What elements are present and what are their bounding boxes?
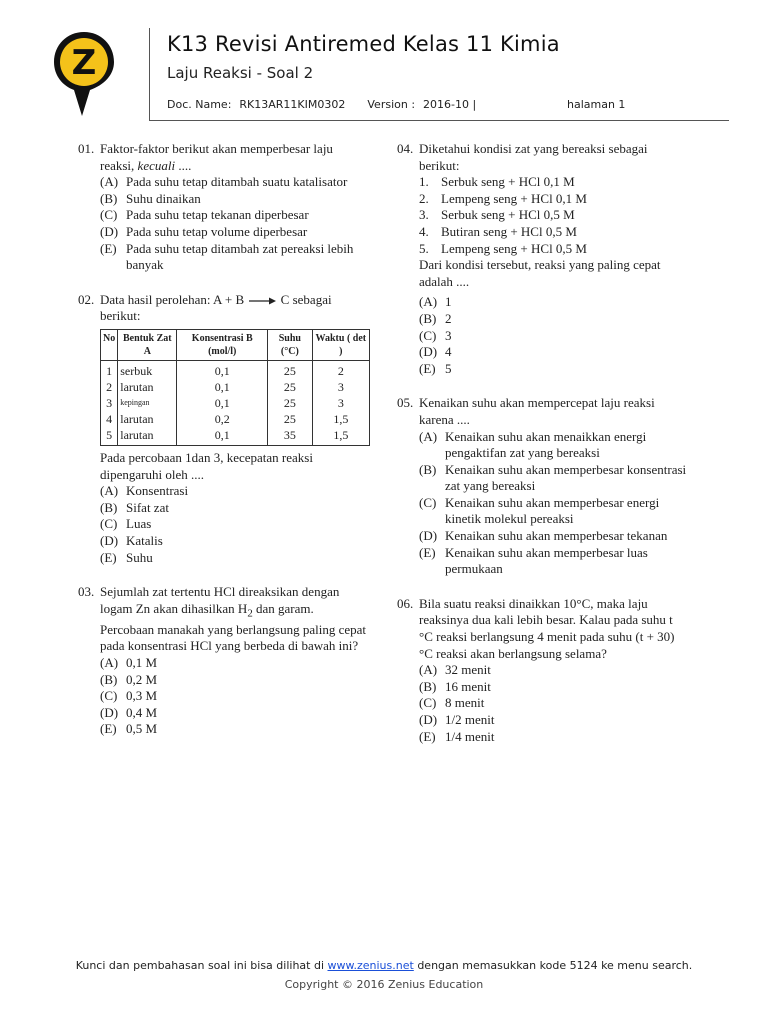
doc-name: RK13AR11KIM0302 — [239, 98, 346, 111]
option-letter: (A) — [419, 294, 438, 310]
option-d[interactable] — [100, 705, 368, 722]
version-label: Version : — [367, 98, 416, 111]
option-text: Pada suhu tetap tekanan diperbesar — [126, 207, 309, 223]
question-5 — [397, 395, 687, 578]
question-stem: Diketahui kondisi zat yang bereaksi sebagai berikut: — [419, 141, 648, 173]
option-a[interactable] — [100, 174, 368, 191]
option-e[interactable] — [419, 545, 687, 578]
page-subtitle: Laju Reaksi - Soal 2 — [167, 64, 314, 82]
option-text: 5 — [445, 360, 452, 376]
option-text: 8 menit — [445, 695, 485, 711]
option-letter: (C) — [419, 695, 437, 711]
question-followup: Pada percobaan 1dan 3, kecepatan reaksi dipengaruhi oleh .... — [100, 449, 313, 482]
option-letter: (B) — [419, 678, 437, 694]
option-letter: (A) — [100, 483, 119, 499]
option-letter: (A) — [419, 428, 438, 444]
option-c[interactable] — [419, 328, 687, 345]
option-text: 1/2 menit — [445, 712, 495, 727]
option-e[interactable] — [100, 550, 368, 567]
option-d[interactable] — [419, 344, 687, 361]
option-text: Suhu dinaikan — [126, 190, 201, 206]
option-c[interactable] — [419, 695, 687, 712]
option-letter: (C) — [100, 688, 118, 704]
list-item: 1. Serbuk seng + HCl 0,1 M — [419, 174, 575, 190]
footer-text-end: dengan memasukkan kode 5124 ke menu search. — [417, 959, 693, 972]
question-number: 03. — [78, 584, 95, 600]
option-letter: (A) — [419, 662, 438, 678]
option-letter: (C) — [100, 516, 118, 532]
option-c[interactable] — [100, 516, 368, 533]
list-item: 5. Lempeng seng + HCl 0,5 M — [419, 240, 587, 256]
table-header: Waktu ( det ) — [312, 329, 369, 360]
option-b[interactable] — [419, 462, 687, 495]
option-text: 1 — [445, 294, 452, 310]
option-letter: (B) — [419, 310, 437, 326]
option-text: Kenaikan suhu akan memperbesar tekanan — [445, 528, 668, 544]
option-letter: (B) — [100, 671, 118, 687]
list-item: 2. Lempeng seng + HCl 0,1 M — [419, 190, 587, 206]
question-stem — [100, 292, 368, 325]
option-text: Suhu — [126, 549, 153, 565]
option-e[interactable] — [100, 241, 368, 274]
option-text: 0,5 M — [126, 721, 158, 737]
options — [100, 174, 368, 274]
stem-text-end: .... — [178, 157, 192, 173]
option-letter: (E) — [419, 544, 436, 560]
option-text: 3 — [445, 327, 452, 343]
option-letter: (E) — [100, 721, 117, 737]
header-divider-horizontal — [149, 120, 729, 121]
stem-text-end: dan garam. Percobaan manakah yang berlangsung paling cepat pada konsentrasi HCl yang berbeda di bawah ini? — [100, 600, 367, 654]
option-c[interactable] — [419, 495, 687, 528]
option-c[interactable] — [100, 688, 368, 705]
stem-text: Data hasil perolehan: A + B — [100, 291, 245, 307]
question-3 — [78, 584, 368, 738]
option-letter: (E) — [100, 549, 117, 565]
option-letter: (C) — [419, 494, 437, 510]
option-letter: (B) — [100, 190, 118, 206]
option-d[interactable] — [100, 533, 368, 550]
option-letter: (C) — [419, 327, 437, 343]
options — [419, 294, 687, 377]
option-text: 0,1 M — [126, 655, 158, 671]
option-letter: (D) — [419, 344, 438, 360]
table-header: Suhu (°C) — [268, 329, 313, 360]
table-header: Bentuk Zat A — [118, 329, 177, 360]
question-number: 06. — [397, 595, 414, 611]
h2-formula: $H_2$ — [237, 600, 253, 620]
copyright: Copyright © 2016 Zenius Education — [284, 978, 484, 991]
zenius-link[interactable]: www.zenius.net — [327, 959, 414, 972]
table-header: No — [101, 329, 118, 360]
option-letter: (A) — [100, 174, 119, 190]
option-b[interactable] — [100, 672, 368, 689]
option-letter: (E) — [419, 360, 436, 376]
footer-note — [0, 959, 768, 972]
option-text: Pada suhu tetap ditambah zat pereaksi lebih banyak — [126, 240, 354, 273]
option-letter: (A) — [100, 655, 119, 671]
option-b[interactable] — [100, 500, 368, 517]
zenius-logo — [52, 30, 116, 120]
option-d[interactable] — [419, 528, 687, 545]
question-4 — [397, 141, 687, 377]
question-number: 01. — [78, 141, 95, 156]
option-e[interactable] — [419, 361, 687, 378]
options — [100, 483, 368, 566]
option-text: 2 — [445, 310, 452, 326]
option-text: Konsentrasi — [126, 483, 189, 499]
question-1 — [78, 141, 368, 274]
list-item: 4. Butiran seng + HCl 0,5 M — [419, 223, 577, 239]
option-letter: (E) — [419, 728, 436, 744]
question-number: 02. — [78, 291, 95, 307]
table-cell: 0,1 0,1 0,1 0,2 0,1 — [177, 360, 268, 445]
option-text: 0,2 M — [126, 671, 158, 687]
left-column — [78, 141, 368, 756]
option-a[interactable] — [419, 429, 687, 462]
option-text: 1/4 menit — [445, 728, 495, 744]
doc-info — [167, 98, 626, 111]
option-text: 0,4 M — [126, 704, 158, 720]
condition-list — [419, 174, 687, 257]
option-text: 16 menit — [445, 678, 491, 694]
table-cell: 2 3 3 1,5 1,5 — [312, 360, 369, 445]
option-text: Katalis — [126, 532, 163, 548]
right-column — [397, 141, 687, 763]
option-text: Kenaikan suhu akan menaikkan energi pengaktifan zat yang bereaksi — [445, 428, 647, 461]
option-c[interactable] — [100, 207, 368, 224]
table-cell: 1 2 3 4 5 — [101, 360, 118, 445]
option-text: 4 — [445, 344, 452, 360]
option-d[interactable] — [419, 712, 687, 729]
option-letter: (B) — [100, 499, 118, 515]
options — [419, 662, 687, 745]
question-stem — [100, 584, 368, 655]
option-b[interactable] — [419, 679, 687, 696]
option-text: Pada suhu tetap ditambah suatu katalisator — [126, 174, 348, 190]
stem-text: Faktor-faktor berikut akan memperbesar laju reaksi, — [100, 141, 333, 173]
option-text: Sifat zat — [126, 499, 169, 515]
doc-name-label: Doc. Name: — [167, 98, 232, 111]
table-header-row — [101, 329, 370, 360]
list-item: 3. Serbuk seng + HCl 0,5 M — [419, 207, 575, 223]
option-letter: (D) — [100, 223, 119, 239]
option-a[interactable] — [100, 483, 368, 500]
stem-emphasis: kecuali — [137, 157, 176, 173]
option-e[interactable] — [100, 721, 368, 738]
table-cell: 25 25 25 25 35 — [268, 360, 313, 445]
option-text: Kenaikan suhu akan memperbesar konsentrasi zat yang bereaksi — [445, 461, 687, 494]
option-a[interactable] — [419, 294, 687, 311]
table-header: Konsentrasi B (mol/l) — [177, 329, 268, 360]
reaction-arrow-icon — [247, 296, 277, 306]
page-title: K13 Revisi Antiremed Kelas 11 Kimia — [167, 32, 560, 56]
logo-letter: Z — [71, 43, 97, 83]
option-letter: (C) — [100, 207, 118, 223]
option-text: Pada suhu tetap volume diperbesar — [126, 223, 308, 239]
question-stem — [100, 141, 368, 174]
question-6 — [397, 596, 687, 745]
option-text: Kenaikan suhu akan memperbesar luas permukaan — [445, 544, 648, 577]
question-2 — [78, 292, 368, 566]
question-number: 04. — [397, 141, 414, 156]
options — [419, 429, 687, 578]
option-letter: (D) — [100, 532, 119, 548]
table-cell: serbuk larutan kepingan larutan larutan — [118, 360, 177, 445]
data-table — [100, 329, 370, 446]
table-body — [101, 360, 370, 445]
page-number: halaman 1 — [567, 98, 626, 111]
question-stem: Kenaikan suhu akan mempercepat laju reaksi karena .... — [419, 395, 655, 427]
option-e[interactable] — [419, 729, 687, 746]
option-text: 32 menit — [445, 662, 491, 678]
option-letter: (E) — [100, 240, 117, 256]
option-text: 0,3 M — [126, 688, 158, 704]
header-divider-vertical — [149, 28, 150, 120]
option-b[interactable] — [100, 191, 368, 208]
options — [100, 655, 368, 738]
option-a[interactable] — [100, 655, 368, 672]
footer-text: Kunci dan pembahasan soal ini bisa dilihat di — [75, 959, 324, 972]
stem-text: Sejumlah zat tertentu HCl direaksikan dengan logam Zn akan dihasilkan — [100, 584, 340, 616]
question-stem: Bila suatu reaksi dinaikkan 10°C, maka laju reaksinya dua kali lebih besar. Kalau pada suhu t °C reaksi berlangsung 4 menit pada suhu (t + 30)°C reaksi akan berlangsung selama? — [419, 595, 675, 661]
question-number: 05. — [397, 395, 414, 411]
option-d[interactable] — [100, 224, 368, 241]
option-text: Luas — [126, 516, 152, 532]
option-letter: (D) — [419, 712, 438, 727]
version: 2016-10 | — [423, 98, 477, 111]
option-b[interactable] — [419, 311, 687, 328]
option-a[interactable] — [419, 662, 687, 679]
option-letter: (B) — [419, 461, 437, 477]
stem-text-end: C sebagai berikut: — [100, 291, 332, 324]
option-letter: (D) — [419, 528, 438, 544]
option-text: Kenaikan suhu akan memperbesar energi kinetik molekul pereaksi — [445, 494, 660, 527]
option-letter: (D) — [100, 704, 119, 720]
question-followup: Dari kondisi tersebut, reaksi yang paling cepat adalah .... — [419, 257, 661, 289]
